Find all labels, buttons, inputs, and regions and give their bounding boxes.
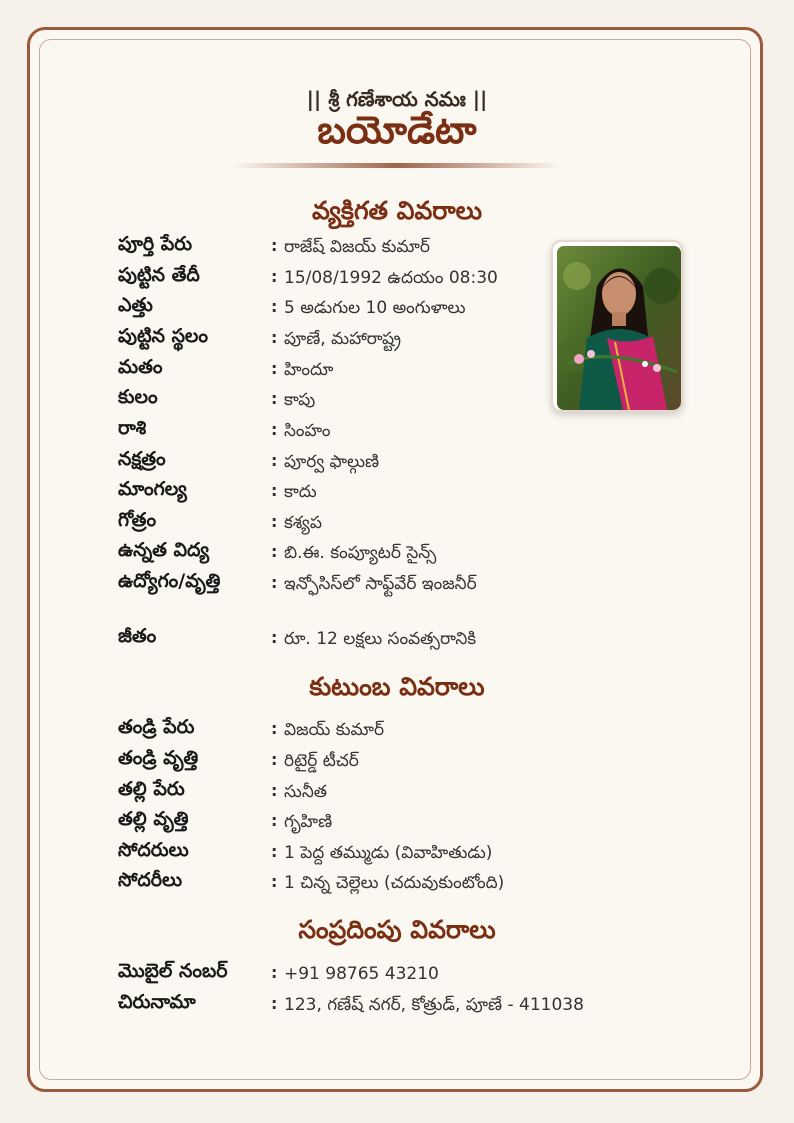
row-value: 15/08/1992 ఉదయం 08:30 [284, 268, 498, 288]
row-colon: : [271, 542, 278, 561]
row-label: కులం [118, 386, 158, 408]
row-colon: : [271, 994, 278, 1013]
row-label: నక్షత్రం [118, 448, 166, 470]
row-label: పుట్టిన తేదీ [118, 264, 200, 286]
row-value: సునీత [284, 782, 327, 802]
row-label: మాంగల్య [118, 478, 187, 500]
row-colon: : [271, 481, 278, 500]
row-label: ఉద్యోగం/వృత్తి [118, 570, 221, 592]
row-label: రాశి [118, 417, 147, 439]
row-value: విజయ్ కుమార్ [284, 720, 385, 740]
personal-section-heading: వ్యక్తిగత వివరాలు [311, 196, 483, 225]
row-value: రాజేష్ విజయ్ కుమార్ [284, 237, 430, 257]
row-colon: : [271, 359, 278, 378]
row-colon: : [271, 963, 278, 982]
contact-section-heading: సంప్రదింపు వివరాలు [298, 915, 496, 944]
row-colon: : [271, 781, 278, 800]
row-label: మతం [118, 356, 163, 378]
row-label: గోత్రం [118, 509, 157, 531]
portrait-image [557, 246, 681, 410]
row-value: సింహం [284, 421, 331, 441]
row-value: రూ. 12 లక్షలు సంవత్సరానికి [284, 629, 477, 649]
row-value: పూణే, మహారాష్ట్ర [284, 329, 402, 349]
row-colon: : [271, 872, 278, 891]
row-colon: : [271, 267, 278, 286]
row-colon: : [271, 297, 278, 316]
row-value: కాదు [284, 482, 317, 502]
row-value: 1 పెద్ద తమ్ముడు (వివాహితుడు) [284, 843, 493, 863]
family-section-heading: కుటుంబ వివరాలు [309, 672, 485, 701]
row-label: తల్లి వృత్తి [118, 808, 189, 830]
row-value: 123, గణేష్ నగర్, కోత్రుడ్, పూణే - 411038 [284, 995, 584, 1015]
row-colon: : [271, 236, 278, 255]
row-label: తల్లి పేరు [118, 778, 185, 800]
row-label: తండ్రి వృత్తి [118, 747, 199, 769]
row-value: 1 చిన్న చెల్లెలు (చదువుకుంటోంది) [284, 873, 505, 893]
row-label: ఉన్నత విద్య [118, 539, 210, 561]
row-colon: : [271, 842, 278, 861]
row-label: ఎత్తు [118, 294, 153, 316]
profile-photo [551, 240, 683, 412]
row-value: హిందూ [284, 360, 334, 380]
row-value: 5 అడుగుల 10 అంగుళాలు [284, 298, 466, 318]
row-colon: : [271, 750, 278, 769]
row-value: కశ్యప [284, 513, 322, 533]
row-colon: : [271, 451, 278, 470]
row-value: ఇన్ఫోసిస్‌లో సాఫ్ట్‌వేర్ ఇంజనీర్ [284, 574, 477, 594]
row-label: పూర్తి పేరు [118, 233, 193, 255]
invocation-text: || శ్రీ గణేశాయ నమః || [306, 87, 488, 111]
row-value: +91 98765 43210 [284, 964, 439, 984]
row-colon: : [271, 389, 278, 408]
row-value: పూర్వ ఫాల్గుణి [284, 452, 380, 472]
row-label: జీతం [118, 625, 157, 647]
row-label: పుట్టిన స్థలం [118, 325, 209, 347]
row-label: మొబైల్ నంబర్ [118, 960, 228, 982]
row-colon: : [271, 573, 278, 592]
row-label: సోదరులు [118, 839, 189, 861]
row-colon: : [271, 328, 278, 347]
row-value: రిటైర్డ్ టీచర్ [284, 751, 359, 771]
row-colon: : [271, 420, 278, 439]
row-value: కాపు [284, 390, 316, 410]
row-value: గృహిణి [284, 812, 333, 832]
row-value: బి.ఈ. కంప్యూటర్ సైన్స్ [284, 543, 437, 563]
row-label: తండ్రి పేరు [118, 716, 195, 738]
title-divider [232, 163, 562, 168]
row-colon: : [271, 628, 278, 647]
row-label: సోదరీలు [118, 869, 183, 891]
row-colon: : [271, 811, 278, 830]
row-label: చిరునామా [118, 991, 196, 1013]
row-colon: : [271, 512, 278, 531]
page-title: బయోడేటా [317, 108, 477, 152]
row-colon: : [271, 719, 278, 738]
